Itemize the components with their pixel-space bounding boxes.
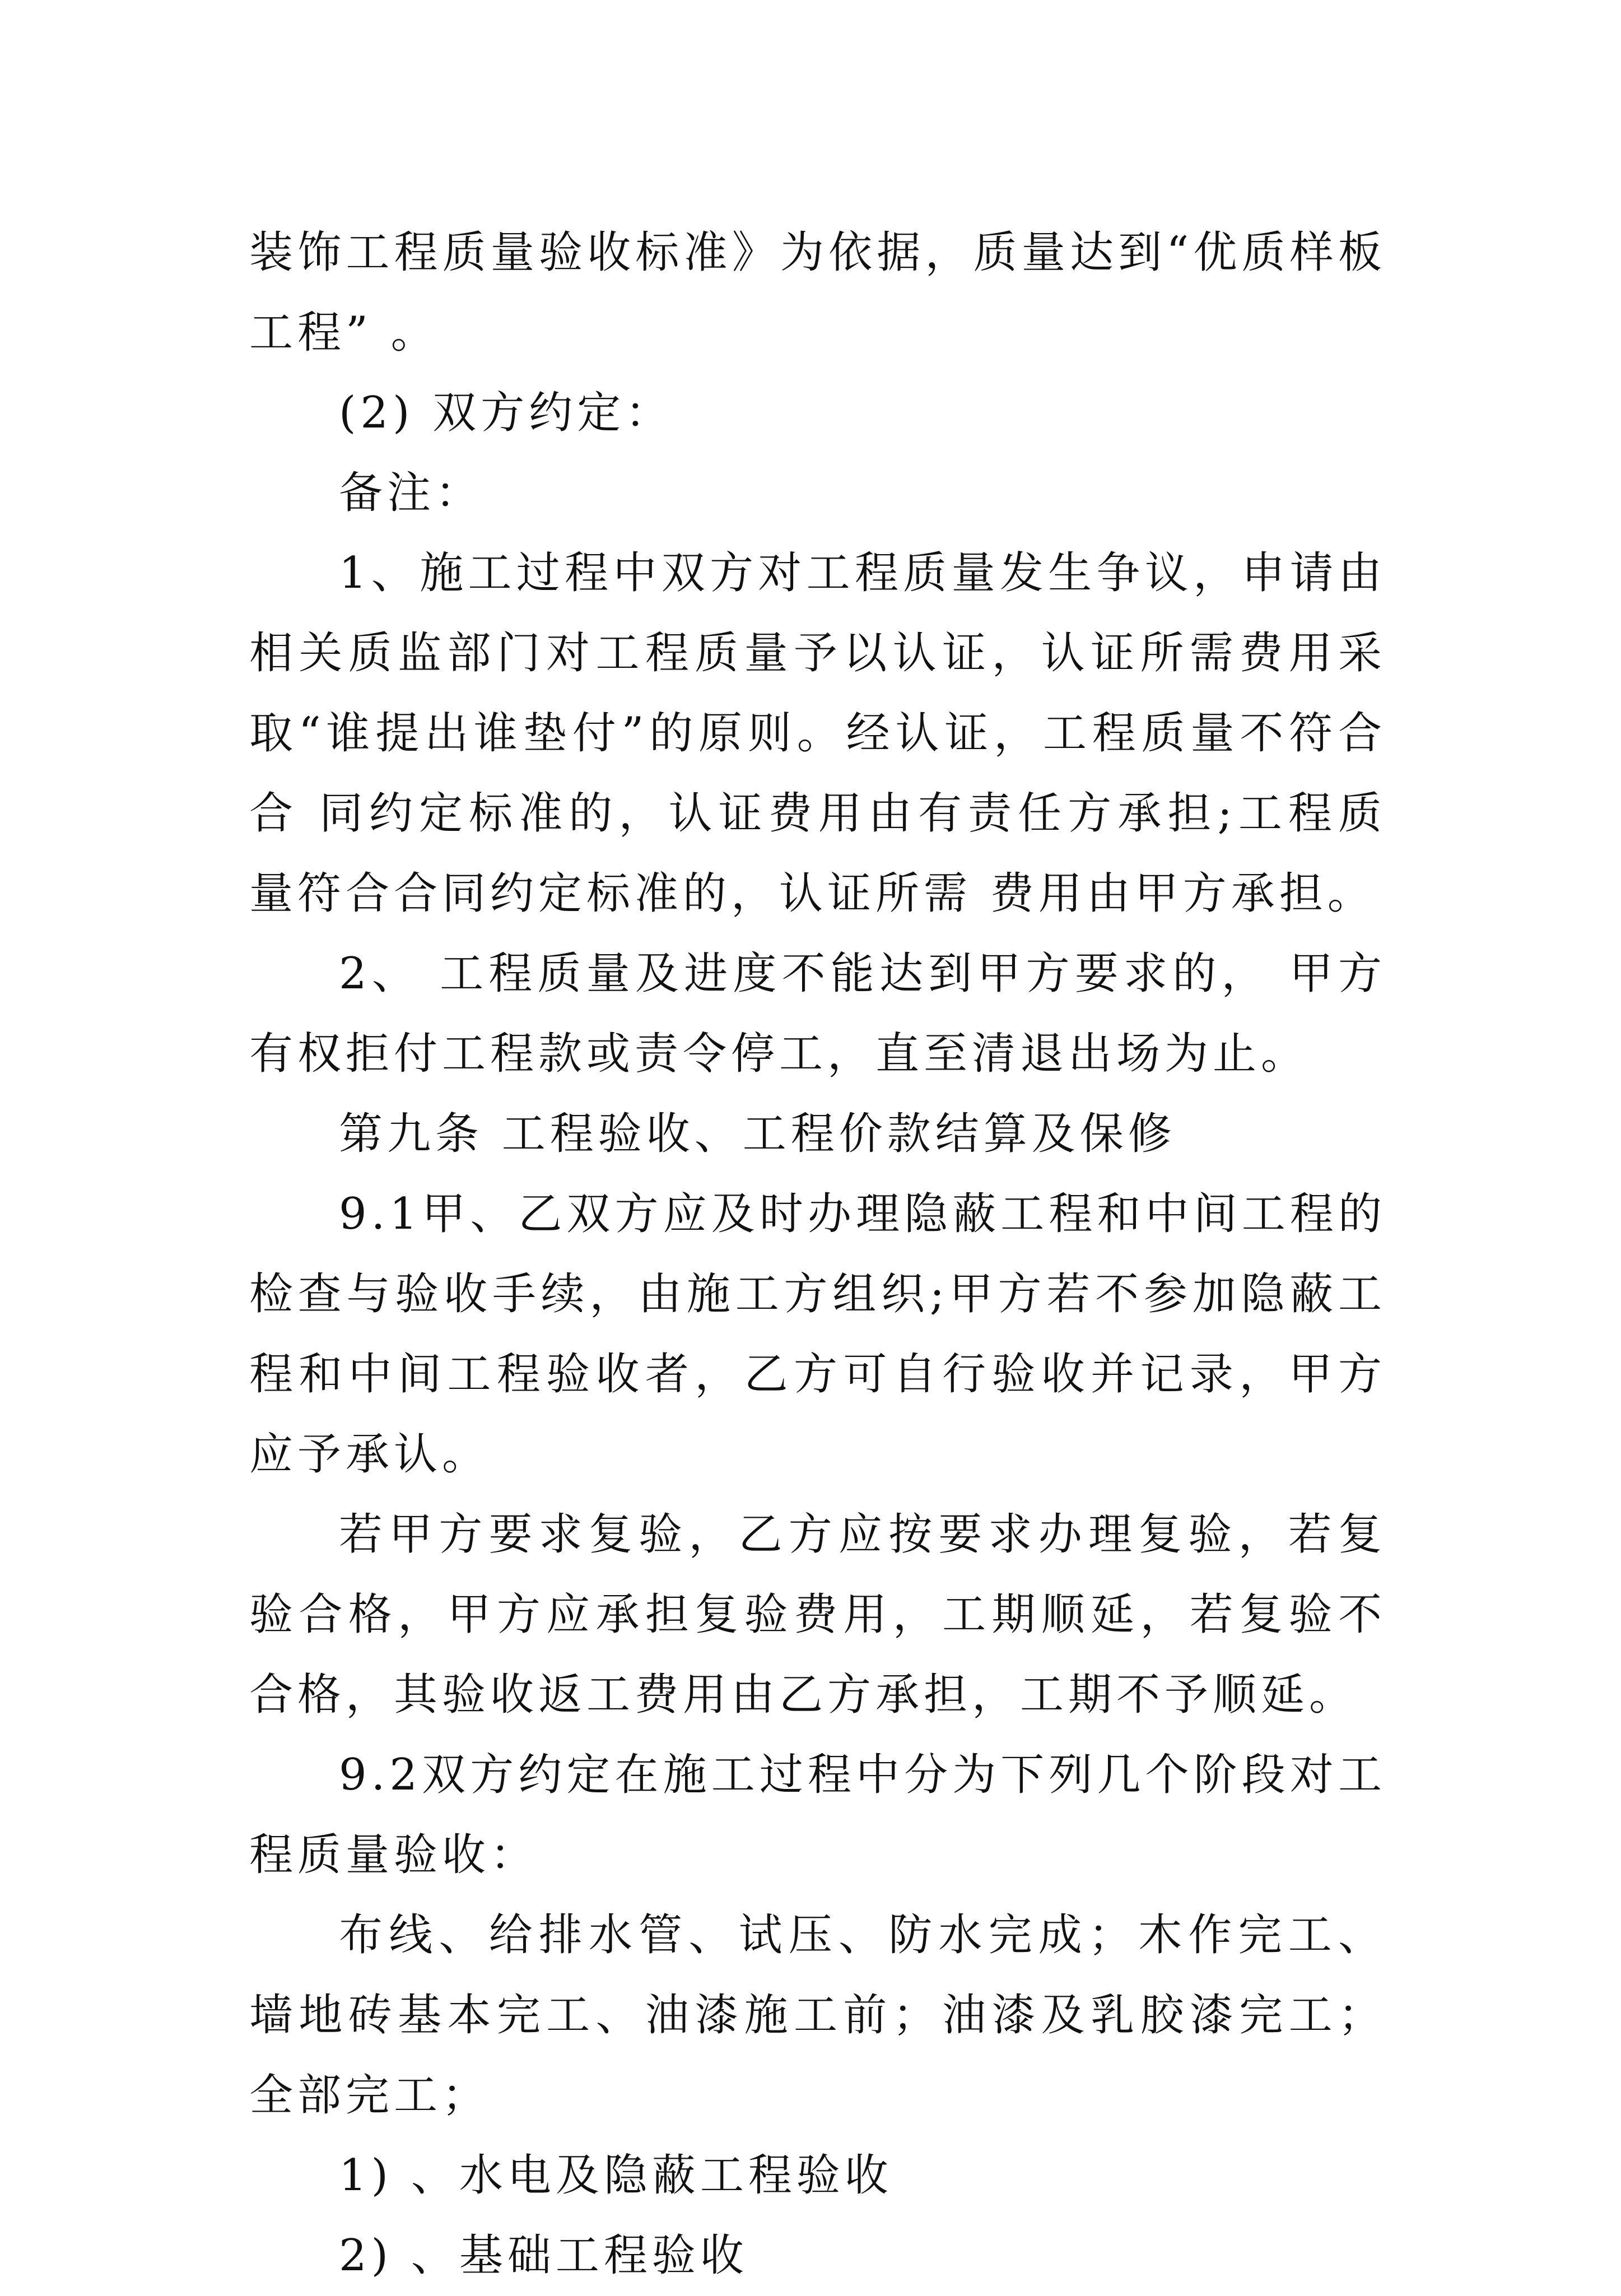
clause-9-2: 9.2双方约定在施工过程中分为下列几个阶段对工程质量验收：: [249, 1750, 1386, 1880]
paragraph-reinspection: 若甲方要求复验，乙方应按要求办理复验，若复验合格，甲方应承担复验费用，工期顺延，若复验不合格，其验收返工费用由乙方承担，工期不予顺延。: [249, 1509, 1386, 1720]
document-body: [249, 213, 1386, 2296]
paragraph-quality-standard: 装饰工程质量验收标准》为依据，质量达到“优质样板工程” 。: [249, 227, 1386, 358]
paragraph-inspection-stages: 布线、给排水管、试压、防水完成；木作完工、墙地砖基本完工、油漆施工前；油漆及乳胶漆完工；全部完工；: [249, 1910, 1386, 2121]
paragraph-remark-1: 1、施工过程中双方对工程质量发生争议，申请由相关质监部门对工程质量予以认证，认证所需费用采取“谁提出谁垫付”的原则。经认证，工程质量不符合合 同约定标准的，认证费用由有责任方承担;工程质量符合合同约定标准的，认证所需 费用由甲方承担。: [249, 548, 1386, 919]
article-9-heading: 第九条 工程验收、工程价款结算及保修: [339, 1109, 1176, 1159]
list-item-1: 1) 、水电及隐蔽工程验收: [339, 2150, 893, 2201]
clause-9-1: 9.1甲、乙双方应及时办理隐蔽工程和中间工程的检查与验收手续，由施工方组织;甲方若不参加隐蔽工程和中间工程验收者，乙方可自行验收并记录，甲方应予承认。: [249, 1189, 1386, 1480]
list-item-2: 2) 、基础工程验收: [339, 2230, 748, 2281]
paragraph-mutual-agreement: (2) 双方约定：: [339, 388, 674, 438]
paragraph-remark-2: 2、 工程质量及进度不能达到甲方要求的， 甲方有权拒付工程款或责令停工，直至清退出场为止。: [249, 949, 1386, 1079]
paragraph-remarks-heading: 备注：: [339, 468, 484, 518]
